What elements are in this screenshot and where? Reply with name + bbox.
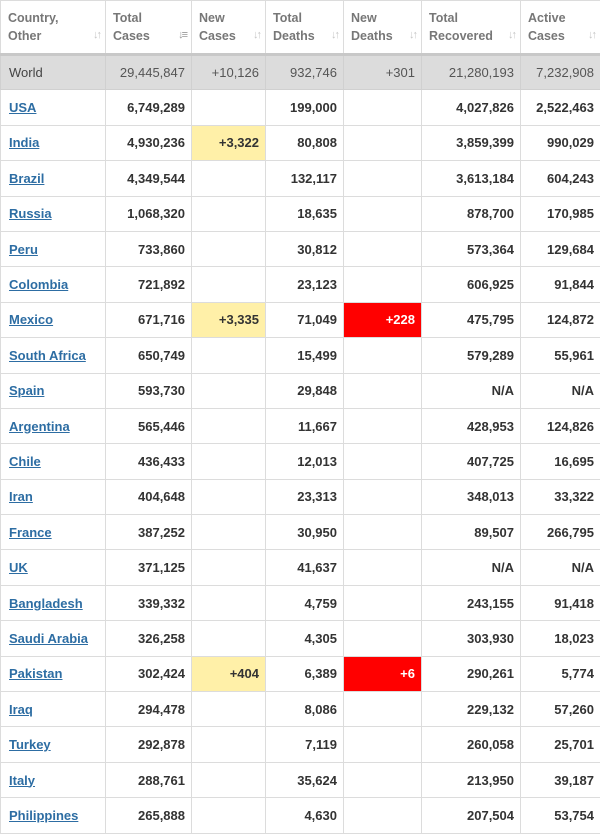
- country-link[interactable]: Saudi Arabia: [9, 630, 88, 646]
- new-deaths-cell: [344, 585, 422, 620]
- total-deaths-cell: 30,950: [266, 515, 344, 550]
- total-recovered-cell: 260,058: [422, 727, 521, 762]
- total-deaths-cell: 29,848: [266, 373, 344, 408]
- world-new-deaths: +301: [344, 55, 422, 90]
- world-label: World: [1, 55, 106, 90]
- total-recovered-cell: 243,155: [422, 585, 521, 620]
- active-cases-cell: 39,187: [521, 762, 600, 797]
- total-cases-cell: 339,332: [106, 585, 192, 620]
- total-cases-cell: 4,930,236: [106, 125, 192, 160]
- total-deaths-cell: 15,499: [266, 338, 344, 373]
- total-deaths-cell: 4,759: [266, 585, 344, 620]
- total-recovered-cell: 290,261: [422, 656, 521, 691]
- active-cases-cell: 55,961: [521, 338, 600, 373]
- sort-icon[interactable]: ↓↑: [253, 29, 260, 41]
- active-cases-cell: 129,684: [521, 231, 600, 266]
- country-link[interactable]: France: [9, 524, 52, 540]
- new-cases-cell: +3,322: [192, 125, 266, 160]
- table-row: [1, 267, 600, 302]
- country-link[interactable]: Chile: [9, 453, 41, 469]
- new-deaths-cell: [344, 196, 422, 231]
- total-recovered-cell: 348,013: [422, 479, 521, 514]
- new-cases-cell: [192, 338, 266, 373]
- country-link[interactable]: USA: [9, 100, 37, 116]
- new-deaths-cell: [344, 727, 422, 762]
- total-cases-cell: 593,730: [106, 373, 192, 408]
- active-cases-cell: N/A: [521, 373, 600, 408]
- table-row: [1, 125, 600, 160]
- country-link[interactable]: UK: [9, 560, 28, 576]
- country-cell: [1, 196, 106, 231]
- new-cases-cell: +3,335: [192, 302, 266, 337]
- new-cases-cell: [192, 161, 266, 196]
- total-cases-cell: 326,258: [106, 621, 192, 656]
- new-deaths-cell: [344, 125, 422, 160]
- new-cases-cell: +404: [192, 656, 266, 691]
- new-deaths-cell: [344, 231, 422, 266]
- total-recovered-cell: 3,613,184: [422, 161, 521, 196]
- country-link[interactable]: Iran: [9, 489, 33, 505]
- table-row: [1, 444, 600, 479]
- total-deaths-cell: 8,086: [266, 692, 344, 727]
- world-total-deaths: 932,746: [266, 55, 344, 90]
- country-cell: [1, 408, 106, 443]
- total-cases-cell: 265,888: [106, 798, 192, 833]
- total-recovered-cell: 229,132: [422, 692, 521, 727]
- new-cases-cell: [192, 444, 266, 479]
- table-row: [1, 231, 600, 266]
- country-cell: [1, 727, 106, 762]
- country-link[interactable]: Brazil: [9, 170, 45, 186]
- total-cases-cell: 671,716: [106, 302, 192, 337]
- active-cases-cell: 91,844: [521, 267, 600, 302]
- header-total-deaths[interactable]: Total Deaths ↓↑: [266, 1, 344, 55]
- new-deaths-cell: [344, 692, 422, 727]
- new-deaths-cell: [344, 621, 422, 656]
- table-row: [1, 727, 600, 762]
- active-cases-cell: 2,522,463: [521, 90, 600, 125]
- active-cases-cell: 604,243: [521, 161, 600, 196]
- table-row: [1, 621, 600, 656]
- new-deaths-cell: [344, 798, 422, 833]
- total-recovered-cell: 428,953: [422, 408, 521, 443]
- new-deaths-cell: [344, 479, 422, 514]
- total-recovered-cell: 579,289: [422, 338, 521, 373]
- country-link[interactable]: Mexico: [9, 312, 54, 328]
- country-cell: [1, 762, 106, 797]
- world-total-cases: 29,445,847: [106, 55, 192, 90]
- country-link[interactable]: Spain: [9, 383, 45, 399]
- total-recovered-cell: 4,027,826: [422, 90, 521, 125]
- total-deaths-cell: 23,123: [266, 267, 344, 302]
- country-link[interactable]: India: [9, 135, 40, 151]
- total-cases-cell: 436,433: [106, 444, 192, 479]
- total-deaths-cell: 18,635: [266, 196, 344, 231]
- total-cases-cell: 733,860: [106, 231, 192, 266]
- new-cases-cell: [192, 231, 266, 266]
- country-cell: [1, 267, 106, 302]
- total-recovered-cell: 213,950: [422, 762, 521, 797]
- table-row: [1, 656, 600, 691]
- country-cell: [1, 798, 106, 833]
- world-active-cases: 7,232,908: [521, 55, 600, 90]
- total-cases-cell: 565,446: [106, 408, 192, 443]
- total-deaths-cell: 4,630: [266, 798, 344, 833]
- table-row: [1, 338, 600, 373]
- active-cases-cell: 91,418: [521, 585, 600, 620]
- country-link[interactable]: Iraq: [9, 701, 33, 717]
- country-cell: [1, 161, 106, 196]
- table-row: [1, 585, 600, 620]
- total-cases-cell: 387,252: [106, 515, 192, 550]
- new-cases-cell: [192, 479, 266, 514]
- country-cell: [1, 621, 106, 656]
- country-cell: [1, 302, 106, 337]
- total-recovered-cell: N/A: [422, 550, 521, 585]
- country-link[interactable]: Italy: [9, 772, 36, 788]
- total-deaths-cell: 4,305: [266, 621, 344, 656]
- country-cell: [1, 515, 106, 550]
- active-cases-cell: 16,695: [521, 444, 600, 479]
- new-cases-cell: [192, 692, 266, 727]
- total-recovered-cell: 407,725: [422, 444, 521, 479]
- new-deaths-cell: [344, 515, 422, 550]
- new-cases-cell: [192, 798, 266, 833]
- new-deaths-cell: +228: [344, 302, 422, 337]
- total-cases-cell: 650,749: [106, 338, 192, 373]
- total-deaths-cell: 11,667: [266, 408, 344, 443]
- country-cell: [1, 479, 106, 514]
- country-cell: [1, 338, 106, 373]
- header-active-cases[interactable]: Active Cases ↓↑: [521, 1, 600, 55]
- new-deaths-cell: [344, 267, 422, 302]
- country-cell: [1, 692, 106, 727]
- header-country[interactable]: Country, Other ↓↑: [1, 1, 106, 55]
- total-cases-cell: 6,749,289: [106, 90, 192, 125]
- country-link[interactable]: Bangladesh: [9, 595, 83, 611]
- country-link[interactable]: Turkey: [9, 737, 51, 753]
- total-recovered-cell: 475,795: [422, 302, 521, 337]
- new-deaths-cell: [344, 90, 422, 125]
- sort-icon[interactable]: ↓↑: [409, 29, 416, 41]
- new-cases-cell: [192, 515, 266, 550]
- country-cell: [1, 656, 106, 691]
- table-row: [1, 373, 600, 408]
- total-cases-cell: 1,068,320: [106, 196, 192, 231]
- active-cases-cell: 53,754: [521, 798, 600, 833]
- total-recovered-cell: N/A: [422, 373, 521, 408]
- total-deaths-cell: 71,049: [266, 302, 344, 337]
- new-deaths-cell: [344, 550, 422, 585]
- active-cases-cell: 57,260: [521, 692, 600, 727]
- new-deaths-cell: +6: [344, 656, 422, 691]
- active-cases-cell: 18,023: [521, 621, 600, 656]
- total-deaths-cell: 80,808: [266, 125, 344, 160]
- country-cell: [1, 231, 106, 266]
- table-row: [1, 90, 600, 125]
- table-row: [1, 515, 600, 550]
- new-cases-cell: [192, 267, 266, 302]
- new-deaths-cell: [344, 373, 422, 408]
- total-cases-cell: 302,424: [106, 656, 192, 691]
- total-cases-cell: 288,761: [106, 762, 192, 797]
- table-row: [1, 161, 600, 196]
- country-link[interactable]: Argentina: [9, 418, 70, 434]
- country-cell: [1, 444, 106, 479]
- total-deaths-cell: 199,000: [266, 90, 344, 125]
- total-cases-cell: 294,478: [106, 692, 192, 727]
- country-link[interactable]: Philippines: [9, 807, 79, 823]
- new-cases-cell: [192, 621, 266, 656]
- header-total-cases[interactable]: Total Cases ↓≡: [106, 1, 192, 55]
- total-cases-cell: 404,648: [106, 479, 192, 514]
- sort-icon[interactable]: ↓↑: [508, 29, 515, 41]
- total-cases-cell: 292,878: [106, 727, 192, 762]
- total-recovered-cell: 3,859,399: [422, 125, 521, 160]
- country-cell: [1, 125, 106, 160]
- total-recovered-cell: 878,700: [422, 196, 521, 231]
- table-row: [1, 550, 600, 585]
- total-cases-cell: 4,349,544: [106, 161, 192, 196]
- new-cases-cell: [192, 727, 266, 762]
- active-cases-cell: 266,795: [521, 515, 600, 550]
- world-total-recovered: 21,280,193: [422, 55, 521, 90]
- table-row: [1, 302, 600, 337]
- new-deaths-cell: [344, 338, 422, 373]
- total-deaths-cell: 41,637: [266, 550, 344, 585]
- table-row: [1, 479, 600, 514]
- new-deaths-cell: [344, 161, 422, 196]
- active-cases-cell: 33,322: [521, 479, 600, 514]
- new-deaths-cell: [344, 762, 422, 797]
- country-cell: [1, 585, 106, 620]
- total-cases-cell: 721,892: [106, 267, 192, 302]
- total-recovered-cell: 207,504: [422, 798, 521, 833]
- total-recovered-cell: 89,507: [422, 515, 521, 550]
- country-link[interactable]: Pakistan: [9, 666, 63, 682]
- country-link[interactable]: Russia: [9, 206, 52, 222]
- table-row: [1, 798, 600, 833]
- total-deaths-cell: 35,624: [266, 762, 344, 797]
- header-new-cases[interactable]: New Cases ↓↑: [192, 1, 266, 55]
- total-deaths-cell: 30,812: [266, 231, 344, 266]
- country-cell: [1, 550, 106, 585]
- header-total-recovered[interactable]: Total Recovered ↓↑: [422, 1, 521, 55]
- table-row: [1, 196, 600, 231]
- active-cases-cell: 124,872: [521, 302, 600, 337]
- active-cases-cell: N/A: [521, 550, 600, 585]
- active-cases-cell: 25,701: [521, 727, 600, 762]
- country-link[interactable]: Peru: [9, 241, 38, 257]
- country-cell: [1, 90, 106, 125]
- world-row: [1, 55, 600, 90]
- new-cases-cell: [192, 373, 266, 408]
- header-row: [1, 1, 600, 55]
- active-cases-cell: 990,029: [521, 125, 600, 160]
- header-new-deaths[interactable]: New Deaths ↓↑: [344, 1, 422, 55]
- new-cases-cell: [192, 762, 266, 797]
- country-link[interactable]: South Africa: [9, 347, 86, 363]
- active-cases-cell: 5,774: [521, 656, 600, 691]
- sort-desc-icon[interactable]: ↓≡: [178, 29, 186, 41]
- sort-icon[interactable]: ↓↑: [93, 29, 100, 41]
- sort-icon[interactable]: ↓↑: [331, 29, 338, 41]
- world-new-cases: +10,126: [192, 55, 266, 90]
- active-cases-cell: 170,985: [521, 196, 600, 231]
- new-deaths-cell: [344, 408, 422, 443]
- total-deaths-cell: 23,313: [266, 479, 344, 514]
- new-cases-cell: [192, 408, 266, 443]
- new-cases-cell: [192, 90, 266, 125]
- new-deaths-cell: [344, 444, 422, 479]
- total-recovered-cell: 573,364: [422, 231, 521, 266]
- new-cases-cell: [192, 585, 266, 620]
- table-row: [1, 762, 600, 797]
- total-recovered-cell: 606,925: [422, 267, 521, 302]
- total-deaths-cell: 6,389: [266, 656, 344, 691]
- total-deaths-cell: 7,119: [266, 727, 344, 762]
- sort-icon[interactable]: ↓↑: [588, 29, 595, 41]
- total-recovered-cell: 303,930: [422, 621, 521, 656]
- table-row: [1, 692, 600, 727]
- new-cases-cell: [192, 196, 266, 231]
- total-deaths-cell: 132,117: [266, 161, 344, 196]
- total-cases-cell: 371,125: [106, 550, 192, 585]
- active-cases-cell: 124,826: [521, 408, 600, 443]
- table-row: [1, 408, 600, 443]
- country-cell: [1, 373, 106, 408]
- new-cases-cell: [192, 550, 266, 585]
- country-link[interactable]: Colombia: [9, 277, 69, 293]
- total-deaths-cell: 12,013: [266, 444, 344, 479]
